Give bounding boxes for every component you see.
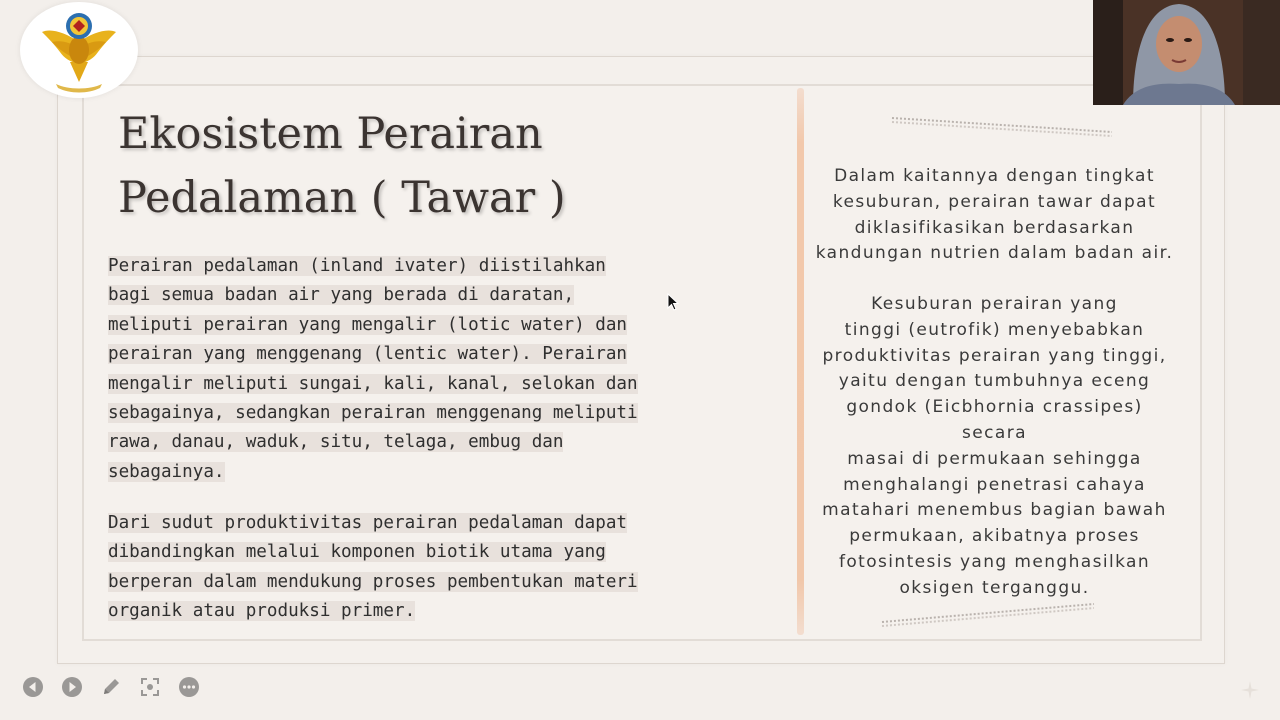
text-line: meliputi perairan yang mengalir (lotic water) dan bbox=[108, 314, 628, 335]
fit-screen-icon bbox=[139, 676, 161, 698]
pen-tool-button[interactable] bbox=[98, 674, 124, 700]
text-line: matahari menembus bagian bawah bbox=[822, 500, 1167, 521]
paragraph-productivity bbox=[108, 509, 768, 627]
text-line: sebagainya, sedangkan perairan menggenang meliputi bbox=[108, 403, 638, 424]
previous-slide-button[interactable] bbox=[20, 674, 46, 700]
dotted-decoration-bottom bbox=[878, 598, 1098, 628]
sparkle-icon bbox=[1240, 680, 1260, 700]
pen-icon bbox=[100, 676, 122, 698]
text-line: organik atau produksi primer. bbox=[108, 601, 416, 622]
text-line: bagi semua badan air yang berada di daratan, bbox=[108, 285, 575, 306]
text-line: produktivitas perairan yang tinggi, bbox=[822, 345, 1167, 366]
previous-slide-icon bbox=[22, 676, 44, 698]
slideshow-toolbar bbox=[20, 673, 202, 701]
text-line: sebagainya. bbox=[108, 461, 225, 482]
slide-title bbox=[118, 102, 718, 230]
next-slide-icon bbox=[61, 676, 83, 698]
text-line: diklasifikasikan berdasarkan bbox=[854, 217, 1135, 238]
text-line: kandungan nutrien dalam badan air. bbox=[815, 243, 1174, 264]
text-line: tinggi (eutrofik) menyebabkan bbox=[844, 319, 1145, 340]
text-line: mengalir meliputi sungai, kali, kanal, selokan dan bbox=[108, 373, 638, 394]
paragraph-inland-waters bbox=[108, 252, 768, 487]
text-line: Dalam kaitannya dengan tingkat bbox=[834, 166, 1155, 186]
title-line: Ekosistem Perairan bbox=[118, 109, 543, 159]
eutrophic-effect-text bbox=[812, 292, 1177, 602]
text-line: masai di permukaan sehingga bbox=[847, 448, 1142, 469]
title-line: Pedalaman ( Tawar ) bbox=[118, 173, 566, 223]
fertility-classification-text bbox=[812, 164, 1177, 267]
more-options-button[interactable] bbox=[176, 674, 202, 700]
text-line: menghalangi penetrasi cahaya bbox=[843, 474, 1146, 495]
dotted-decoration-top bbox=[888, 112, 1116, 142]
text-line: oksigen terganggu. bbox=[899, 577, 1090, 598]
next-slide-button[interactable] bbox=[59, 674, 85, 700]
text-line: rawa, danau, waduk, situ, telaga, embug dan bbox=[108, 432, 564, 453]
more-options-icon bbox=[178, 676, 200, 698]
text-line: kesuburan, perairan tawar dapat bbox=[832, 191, 1157, 212]
text-line: perairan yang menggenang (lentic water). Perairan bbox=[108, 344, 628, 365]
garuda-emblem-logo bbox=[20, 2, 138, 98]
text-line: permukaan, akibatnya proses bbox=[849, 526, 1140, 547]
column-divider bbox=[797, 88, 804, 635]
text-line: berperan dalam mendukung proses pembentukan materi bbox=[108, 571, 638, 592]
text-line: yaitu dengan tumbuhnya eceng bbox=[838, 371, 1151, 392]
text-line: Dari sudut produktivitas perairan pedalaman dapat bbox=[108, 513, 628, 533]
text-line: dibandingkan melalui komponen biotik utama yang bbox=[108, 542, 606, 563]
fit-screen-button[interactable] bbox=[137, 674, 163, 700]
presenter-webcam-video bbox=[1093, 0, 1280, 105]
mouse-cursor-icon bbox=[667, 293, 679, 311]
text-line: Perairan pedalaman (inland ivater) diistilahkan bbox=[108, 256, 606, 276]
text-line: Kesuburan perairan yang bbox=[871, 294, 1118, 314]
text-line: gondok (Eicbhornia crassipes) secara bbox=[846, 397, 1143, 443]
text-line: fotosintesis yang menghasilkan bbox=[838, 551, 1151, 572]
